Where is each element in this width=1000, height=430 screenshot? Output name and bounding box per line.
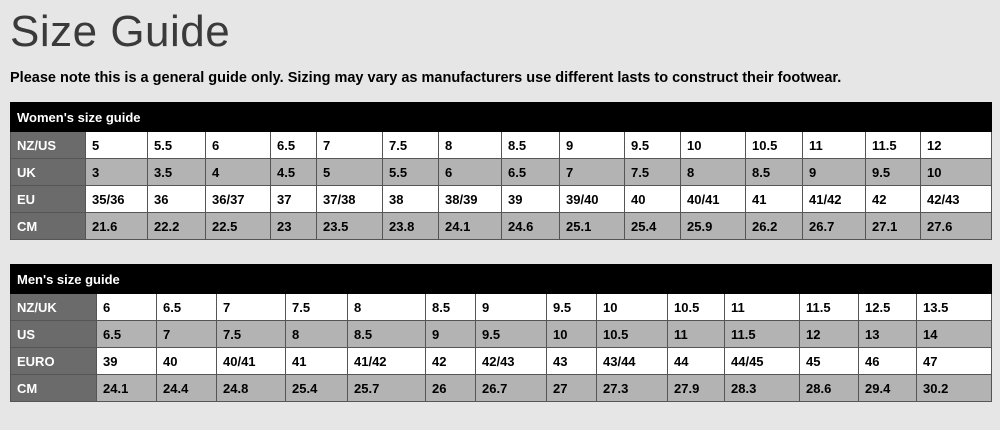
size-cell: 23.5 bbox=[317, 213, 383, 240]
size-cell: 46 bbox=[859, 348, 917, 375]
size-cell: 6.5 bbox=[271, 132, 317, 159]
size-cell: 39/40 bbox=[560, 186, 625, 213]
size-cell: 11 bbox=[803, 132, 866, 159]
size-cell: 12.5 bbox=[859, 294, 917, 321]
size-cell: 27.3 bbox=[597, 375, 668, 402]
size-cell: 42/43 bbox=[476, 348, 547, 375]
size-cell: 9 bbox=[560, 132, 625, 159]
size-cell: 11 bbox=[668, 321, 725, 348]
size-cell: 4.5 bbox=[271, 159, 317, 186]
size-cell: 41 bbox=[746, 186, 803, 213]
size-cell: 25.9 bbox=[681, 213, 746, 240]
size-cell: 9.5 bbox=[547, 294, 597, 321]
size-cell: 41/42 bbox=[803, 186, 866, 213]
size-cell: 9.5 bbox=[866, 159, 921, 186]
mens-table-caption: Men's size guide bbox=[11, 265, 992, 294]
size-cell: 25.4 bbox=[625, 213, 681, 240]
size-cell: 45 bbox=[800, 348, 859, 375]
mens-row-euro bbox=[11, 348, 992, 375]
size-cell: 7 bbox=[560, 159, 625, 186]
size-cell: 42 bbox=[426, 348, 476, 375]
row-label: UK bbox=[11, 159, 86, 186]
disclaimer-note: Please note this is a general guide only. Sizing may vary as manufacturers use different lasts to construct their footwear. bbox=[10, 70, 842, 86]
size-cell: 6 bbox=[439, 159, 502, 186]
size-cell: 42 bbox=[866, 186, 921, 213]
size-cell: 4 bbox=[206, 159, 271, 186]
size-cell: 10.5 bbox=[597, 321, 668, 348]
size-cell: 7.5 bbox=[383, 132, 439, 159]
size-cell: 29.4 bbox=[859, 375, 917, 402]
size-cell: 9.5 bbox=[476, 321, 547, 348]
size-cell: 7 bbox=[217, 294, 286, 321]
size-cell: 24.1 bbox=[97, 375, 157, 402]
size-cell: 6.5 bbox=[97, 321, 157, 348]
size-cell: 22.5 bbox=[206, 213, 271, 240]
size-cell: 27 bbox=[547, 375, 597, 402]
row-label: CM bbox=[11, 375, 97, 402]
size-cell: 36/37 bbox=[206, 186, 271, 213]
row-label: US bbox=[11, 321, 97, 348]
size-cell: 8.5 bbox=[502, 132, 560, 159]
size-cell: 24.1 bbox=[439, 213, 502, 240]
size-cell: 10.5 bbox=[746, 132, 803, 159]
size-cell: 9.5 bbox=[625, 132, 681, 159]
size-cell: 25.1 bbox=[560, 213, 625, 240]
size-cell: 11 bbox=[725, 294, 800, 321]
size-cell: 8 bbox=[286, 321, 348, 348]
size-cell: 11.5 bbox=[800, 294, 859, 321]
size-cell: 26 bbox=[426, 375, 476, 402]
size-cell: 5 bbox=[317, 159, 383, 186]
size-cell: 24.4 bbox=[157, 375, 217, 402]
size-cell: 6.5 bbox=[502, 159, 560, 186]
size-cell: 28.3 bbox=[725, 375, 800, 402]
size-cell: 12 bbox=[800, 321, 859, 348]
size-cell: 7.5 bbox=[625, 159, 681, 186]
size-cell: 28.6 bbox=[800, 375, 859, 402]
womens-row-uk bbox=[11, 159, 992, 186]
size-cell: 40/41 bbox=[217, 348, 286, 375]
size-cell: 3.5 bbox=[148, 159, 206, 186]
size-cell: 6 bbox=[97, 294, 157, 321]
size-cell: 27.6 bbox=[921, 213, 992, 240]
size-cell: 40/41 bbox=[681, 186, 746, 213]
size-cell: 11.5 bbox=[725, 321, 800, 348]
size-cell: 36 bbox=[148, 186, 206, 213]
size-cell: 9 bbox=[803, 159, 866, 186]
womens-size-table bbox=[10, 102, 992, 240]
size-cell: 35/36 bbox=[86, 186, 148, 213]
size-cell: 13 bbox=[859, 321, 917, 348]
size-cell: 5.5 bbox=[148, 132, 206, 159]
size-cell: 14 bbox=[917, 321, 992, 348]
size-cell: 7 bbox=[157, 321, 217, 348]
size-cell: 10 bbox=[681, 132, 746, 159]
size-cell: 7.5 bbox=[286, 294, 348, 321]
womens-table-caption: Women's size guide bbox=[11, 103, 992, 132]
size-cell: 7.5 bbox=[217, 321, 286, 348]
size-cell: 23.8 bbox=[383, 213, 439, 240]
size-cell: 37/38 bbox=[317, 186, 383, 213]
size-cell: 43 bbox=[547, 348, 597, 375]
size-cell: 10 bbox=[921, 159, 992, 186]
size-cell: 8.5 bbox=[426, 294, 476, 321]
size-cell: 27.1 bbox=[866, 213, 921, 240]
size-cell: 13.5 bbox=[917, 294, 992, 321]
row-label: NZ/US bbox=[11, 132, 86, 159]
size-cell: 3 bbox=[86, 159, 148, 186]
size-cell: 27.9 bbox=[668, 375, 725, 402]
size-cell: 39 bbox=[97, 348, 157, 375]
size-cell: 38 bbox=[383, 186, 439, 213]
size-cell: 41 bbox=[286, 348, 348, 375]
size-cell: 41/42 bbox=[348, 348, 426, 375]
size-cell: 37 bbox=[271, 186, 317, 213]
size-cell: 6.5 bbox=[157, 294, 217, 321]
size-cell: 38/39 bbox=[439, 186, 502, 213]
womens-row-nz-us bbox=[11, 132, 992, 159]
size-cell: 10.5 bbox=[668, 294, 725, 321]
row-label: EU bbox=[11, 186, 86, 213]
size-cell: 26.7 bbox=[803, 213, 866, 240]
size-cell: 10 bbox=[597, 294, 668, 321]
size-cell: 22.2 bbox=[148, 213, 206, 240]
mens-row-us bbox=[11, 321, 992, 348]
size-cell: 30.2 bbox=[917, 375, 992, 402]
size-cell: 24.6 bbox=[502, 213, 560, 240]
size-cell: 43/44 bbox=[597, 348, 668, 375]
size-cell: 21.6 bbox=[86, 213, 148, 240]
size-cell: 40 bbox=[157, 348, 217, 375]
size-cell: 8 bbox=[348, 294, 426, 321]
size-cell: 25.4 bbox=[286, 375, 348, 402]
size-cell: 44/45 bbox=[725, 348, 800, 375]
size-cell: 26.2 bbox=[746, 213, 803, 240]
size-cell: 6 bbox=[206, 132, 271, 159]
size-cell: 7 bbox=[317, 132, 383, 159]
mens-size-table bbox=[10, 264, 992, 402]
size-cell: 39 bbox=[502, 186, 560, 213]
womens-row-cm bbox=[11, 213, 992, 240]
size-cell: 8 bbox=[681, 159, 746, 186]
size-cell: 9 bbox=[476, 294, 547, 321]
size-cell: 40 bbox=[625, 186, 681, 213]
size-cell: 24.8 bbox=[217, 375, 286, 402]
size-cell: 8.5 bbox=[348, 321, 426, 348]
page-title: Size Guide bbox=[10, 7, 231, 56]
size-cell: 10 bbox=[547, 321, 597, 348]
size-cell: 8.5 bbox=[746, 159, 803, 186]
size-cell: 5.5 bbox=[383, 159, 439, 186]
row-label: EURO bbox=[11, 348, 97, 375]
size-cell: 11.5 bbox=[866, 132, 921, 159]
size-cell: 25.7 bbox=[348, 375, 426, 402]
row-label: CM bbox=[11, 213, 86, 240]
size-cell: 26.7 bbox=[476, 375, 547, 402]
size-cell: 44 bbox=[668, 348, 725, 375]
size-cell: 47 bbox=[917, 348, 992, 375]
size-cell: 5 bbox=[86, 132, 148, 159]
womens-row-eu bbox=[11, 186, 992, 213]
mens-row-cm bbox=[11, 375, 992, 402]
size-cell: 23 bbox=[271, 213, 317, 240]
size-cell: 42/43 bbox=[921, 186, 992, 213]
mens-row-nz-uk bbox=[11, 294, 992, 321]
size-cell: 9 bbox=[426, 321, 476, 348]
size-cell: 8 bbox=[439, 132, 502, 159]
row-label: NZ/UK bbox=[11, 294, 97, 321]
size-cell: 12 bbox=[921, 132, 992, 159]
